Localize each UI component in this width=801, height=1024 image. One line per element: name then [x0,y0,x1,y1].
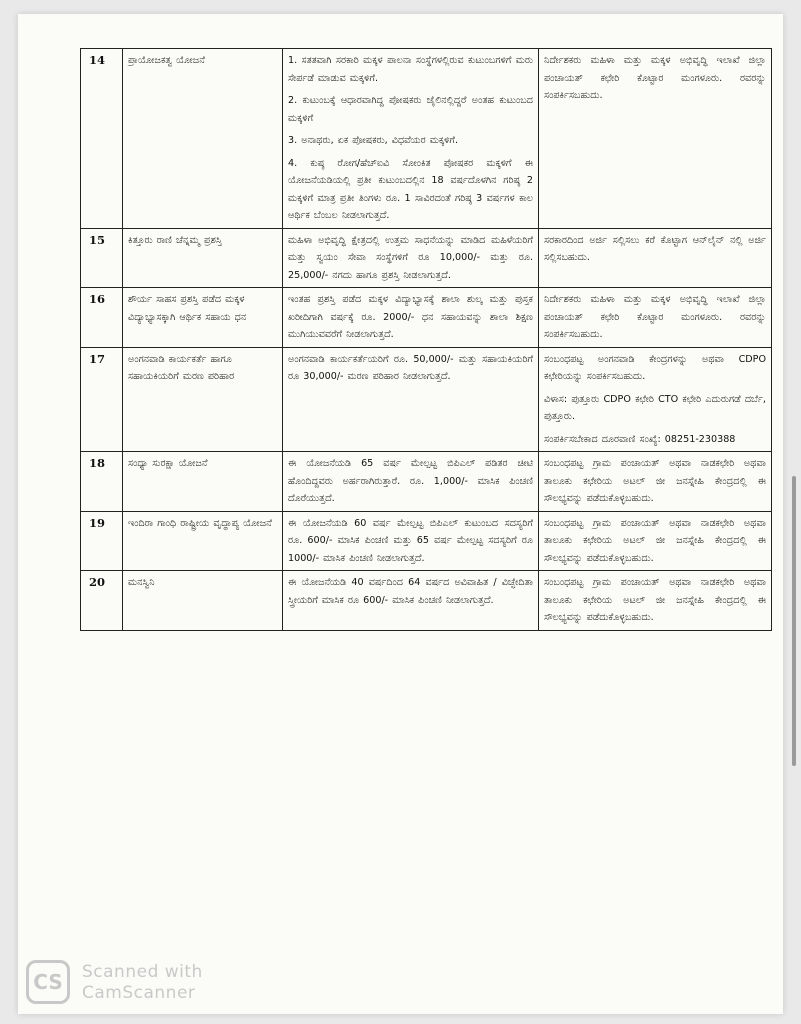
row-number: 14 [81,49,123,229]
contact-cell [539,571,772,631]
scheme-name: ಶೌರ್ಯ ಸಾಹಸ ಪ್ರಶಸ್ತಿ ಪಡೆದ ಮಕ್ಕಳ ವಿದ್ಯಾಭ್ಯಾಸಕ್ಕಾಗಿ ಆರ್ಥಿಕ ಸಹಾಯ ಧನ [123,288,283,348]
table-body [81,49,772,631]
camscanner-watermark [82,962,203,1004]
scanned-page [18,14,783,1014]
scheme-name: ಅಂಗನವಾಡಿ ಕಾರ್ಯಕರ್ತೆ ಹಾಗೂ ಸಹಾಯಕಿಯರಿಗೆ ಮರಣ ಪರಿಹಾರ [123,347,283,452]
scheme-detail-paragraph: ಈ ಯೋಜನೆಯಡಿ 40 ವರ್ಷದಿಂದ 64 ವರ್ಷದ ಅವಿವಾಹಿತ / ವಿಚ್ಛೇದಿತಾ ಸ್ತ್ರೀಯರಿಗೆ ಮಾಸಿಕ ರೂ 600/- ಮಾಸಿಕ ಪಿಂಚಣಿ ನೀಡಲಾಗುತ್ತದೆ. [288,577,533,606]
table-row [81,228,772,288]
contact-paragraph: ವಿಳಾಸ: ಪುತ್ತೂರು CDPO ಕಛೇರಿ CTO ಕಛೇರಿ ಎದುರುಗಡೆ ದರ್ಬೆ, ಪುತ್ತೂರು. [544,393,766,422]
scheme-detail-paragraph: ಇಂತಹ ಪ್ರಶಸ್ತಿ ಪಡೆದ ಮಕ್ಕಳ ವಿದ್ಯಾಭ್ಯಾಸಕ್ಕೆ ಶಾಲಾ ಶುಲ್ಕ ಮತ್ತು ಪುಸ್ತಕ ಖರೀದಿಗಾಗಿ ವರ್ಷಕ್ಕೆ ರೂ. 2000/- ಧನ ಸಹಾಯವನ್ನು ಶಾಲಾ ಶಿಕ್ಷಣ ಮುಗಿಯುವವರೆಗೆ ನೀಡಲಾಗುತ್ತದೆ. [288,294,533,340]
watermark-line-1: Scanned with [82,962,203,982]
contact-cell [539,49,772,229]
table-row [81,49,772,229]
contact-cell [539,347,772,452]
row-number: 16 [81,288,123,348]
camscanner-logo-text: CS [33,970,63,994]
scheme-name: ಇಂದಿರಾ ಗಾಂಧಿ ರಾಷ್ಟ್ರೀಯ ವೃದ್ಧಾಪ್ಯ ಯೋಜನೆ [123,511,283,571]
row-number: 19 [81,511,123,571]
table-row [81,452,772,512]
scheme-details-cell [283,452,539,512]
contact-paragraph: ಸಂಬಂಧಪಟ್ಟ ಗ್ರಾಮ ಪಂಚಾಯತ್ ಅಥವಾ ನಾಡಕಛೇರಿ ಅಥವಾ ತಾಲೂಕು ಕಛೇರಿಯ ಅಟಲ್ ಜೀ ಜನಸ್ನೇಹಿ ಕೇಂದ್ರದಲ್ಲಿ ಈ ಸೌಲಭ್ಯವನ್ನು ಪಡೆದುಕೊಳ್ಳಬಹುದು. [544,577,766,623]
row-number: 17 [81,347,123,452]
contact-paragraph: ಸಂಪರ್ಕಿಸಬೇಕಾದ ದೂರವಾಣಿ ಸಂಖ್ಯೆ: 08251-230388 [544,433,736,445]
schemes-table [80,48,772,631]
scheme-details-cell [283,511,539,571]
table-row [81,347,772,452]
contact-paragraph: ಸರಕಾರದಿಂದ ಅರ್ಜಿ ಸಲ್ಲಿಸಲು ಕರೆ ಕೊಟ್ಟಾಗ ಆನ್‌ಲೈನ್ ನಲ್ಲಿ ಅರ್ಜಿ ಸಲ್ಲಿಸಬಹುದು. [544,234,766,263]
contact-cell [539,288,772,348]
contact-paragraph: ಸಂಬಂಧಪಟ್ಟ ಅಂಗನವಾಡಿ ಕೇಂದ್ರಗಳನ್ನು ಅಥವಾ CDPO ಕಛೇರಿಯನ್ನು ಸಂಪರ್ಕಿಸಬಹುದು. [544,353,766,382]
scheme-detail-paragraph: ಮಹಿಳಾ ಅಭಿವೃದ್ಧಿ ಕ್ಷೇತ್ರದಲ್ಲಿ ಉತ್ತಮ ಸಾಧನೆಯನ್ನು ಮಾಡಿದ ಮಹಿಳೆಯರಿಗೆ ಮತ್ತು ಸ್ವಯಂ ಸೇವಾ ಸಂಸ್ಥೆಗಳಿಗೆ ರೂ 10,000/- ಮತ್ತು ರೂ. 25,000/- ನಗದು ಹಾಗೂ ಪ್ರಶಸ್ತಿ ನೀಡಲಾಗುತ್ತದೆ. [288,234,533,281]
contact-cell [539,228,772,288]
contact-paragraph: ನಿರ್ದೇಶಕರು ಮಹಿಳಾ ಮತ್ತು ಮಕ್ಕಳ ಅಭಿವೃದ್ಧಿ ಇಲಾಖೆ ಜಿಲ್ಲಾ ಪಂಚಾಯತ್ ಕಛೇರಿ ಕೊಟ್ಟಾರ ಮಂಗಳೂರು. ರವರನ್ನು ಸಂಪರ್ಕಿಸಬಹುದು. [544,294,766,340]
contact-paragraph: ಸಂಬಂಧಪಟ್ಟ ಗ್ರಾಮ ಪಂಚಾಯತ್ ಅಥವಾ ನಾಡಕಛೇರಿ ಅಥವಾ ತಾಲೂಕು ಕಛೇರಿಯ ಅಟಲ್ ಜೀ ಜನಸ್ನೇಹಿ ಕೇಂದ್ರದಲ್ಲಿ ಈ ಸೌಲಭ್ಯವನ್ನು ಪಡೆದುಕೊಳ್ಳಬಹುದು. [544,458,766,504]
scheme-detail-paragraph: ಈ ಯೋಜನೆಯಡಿ 60 ವರ್ಷ ಮೇಲ್ಪಟ್ಟ ಬಿಪಿಎಲ್ ಕುಟುಂಬದ ಸದಸ್ಯರಿಗೆ ರೂ. 600/- ಮಾಸಿಕ ಪಿಂಚಣಿ ಮತ್ತು 65 ವರ್ಷ ಮೇಲ್ಪಟ್ಟ ಸದಸ್ಯರಿಗೆ ರೂ 1000/- ಮಾಸಿಕ ಪಿಂಚಣಿ ನೀಡಲಾಗುತ್ತದೆ. [288,517,533,564]
contact-paragraph: ನಿರ್ದೇಶಕರು ಮಹಿಳಾ ಮತ್ತು ಮಕ್ಕಳ ಅಭಿವೃದ್ಧಿ ಇಲಾಖೆ ಜಿಲ್ಲಾ ಪಂಚಾಯತ್ ಕಛೇರಿ ಕೊಟ್ಟಾರ ಮಂಗಳೂರು. ರವರನ್ನು ಸಂಪರ್ಕಿಸಬಹುದು. [544,55,766,101]
scheme-name: ಸಂಧ್ಯಾ ಸುರಕ್ಷಾ ಯೋಜನೆ [123,452,283,512]
scheme-detail-paragraph: 1. ಸತತವಾಗಿ ಸರಕಾರಿ ಮಕ್ಕಳ ಪಾಲನಾ ಸಂಸ್ಥೆಗಳಲ್ಲಿರುವ ಕುಟುಂಬಗಳಿಗೆ ಮರು ಸೇರ್ಪಡೆ ಮಾಡುವ ಮಕ್ಕಳಿಗೆ. [288,55,533,84]
scheme-details-cell [283,347,539,452]
contact-cell [539,452,772,512]
contact-paragraph: ಸಂಬಂಧಪಟ್ಟ ಗ್ರಾಮ ಪಂಚಾಯತ್ ಅಥವಾ ನಾಡಕಛೇರಿ ಅಥವಾ ತಾಲೂಕು ಕಛೇರಿಯ ಅಟಲ್ ಜೀ ಜನಸ್ನೇಹಿ ಕೇಂದ್ರದಲ್ಲಿ ಈ ಸೌಲಭ್ಯವನ್ನು ಪಡೆದುಕೊಳ್ಳಬಹುದು. [544,517,766,564]
table-row [81,511,772,571]
scheme-detail-paragraph: 2. ಕುಟುಂಬಕ್ಕೆ ಆಧಾರವಾಗಿದ್ದ ಪೋಷಕರು ಜೈಲಿನಲ್ಲಿದ್ದರೆ ಅಂತಹ ಕುಟುಂಬದ ಮಕ್ಕಳಿಗೆ [288,95,533,124]
scheme-details-cell [283,228,539,288]
scheme-details-cell [283,571,539,631]
scheme-detail-paragraph: ಅಂಗನವಾಡಿ ಕಾರ್ಯಕರ್ತೆಯರಿಗೆ ರೂ. 50,000/- ಮತ್ತು ಸಹಾಯಕಿಯರಿಗೆ ರೂ 30,000/- ಮರಣ ಪರಿಹಾರ ನೀಡಲಾಗುತ್ತದೆ. [288,353,533,382]
scheme-details-cell [283,49,539,229]
row-number: 18 [81,452,123,512]
watermark-line-2: CamScanner [82,983,196,1003]
scheme-name: ಕಿತ್ತೂರು ರಾಣಿ ಚೆನ್ನಮ್ಮ ಪ್ರಶಸ್ತಿ [123,228,283,288]
scheme-name: ಪ್ರಾಯೋಜಕತ್ವ ಯೋಜನೆ [123,49,283,229]
scheme-details-cell [283,288,539,348]
scheme-detail-paragraph: ಈ ಯೋಜನೆಯಡಿ 65 ವರ್ಷ ಮೇಲ್ಪಟ್ಟ ಬಿಪಿಎಲ್ ಪಡಿತರ ಚೀಟಿ ಹೊಂದಿದ್ದವರು ಅರ್ಹರಾಗಿರುತ್ತಾರೆ. ರೂ. 1,000/- ಮಾಸಿಕ ಪಿಂಚಣಿ ದೊರೆಯುತ್ತದೆ. [288,458,533,504]
camscanner-logo-icon [26,960,70,1004]
scheme-name: ಮನಸ್ವಿನಿ [123,571,283,631]
row-number: 20 [81,571,123,631]
table-row [81,571,772,631]
scheme-detail-paragraph: 3. ಅನಾಥರು, ಏಕ ಪೋಷಕರು, ವಿಧವೆಯರ ಮಕ್ಕಳಿಗೆ. [288,135,458,146]
row-number: 15 [81,228,123,288]
scrollbar-thumb[interactable] [792,476,796,766]
scheme-detail-paragraph: 4. ಕುಷ್ಠ ರೋಗ/ಹೆಚ್‌ಐವಿ ಸೋಂಕಿತ ಪೋಷಕರ ಮಕ್ಕಳಿಗೆ ಈ ಯೋಜನೆಯಡಿಯಲ್ಲಿ ಪ್ರತೀ ಕುಟುಂಬದಲ್ಲಿನ 18 ವರ್ಷದೊಳಗಿನ ಗರಿಷ್ಠ 2 ಮಕ್ಕಳಿಗೆ ಮಾತ್ರ ಪ್ರತೀ ತಿಂಗಳು ರೂ. 1 ಸಾವಿರದಂತೆ ಗರಿಷ್ಠ 3 ವರ್ಷಗಳ ಕಾಲ ಆರ್ಥಿಕ ಬೆಂಬಲ ನೀಡಲಾಗುತ್ತದೆ. [288,157,533,221]
table-row [81,288,772,348]
contact-cell [539,511,772,571]
